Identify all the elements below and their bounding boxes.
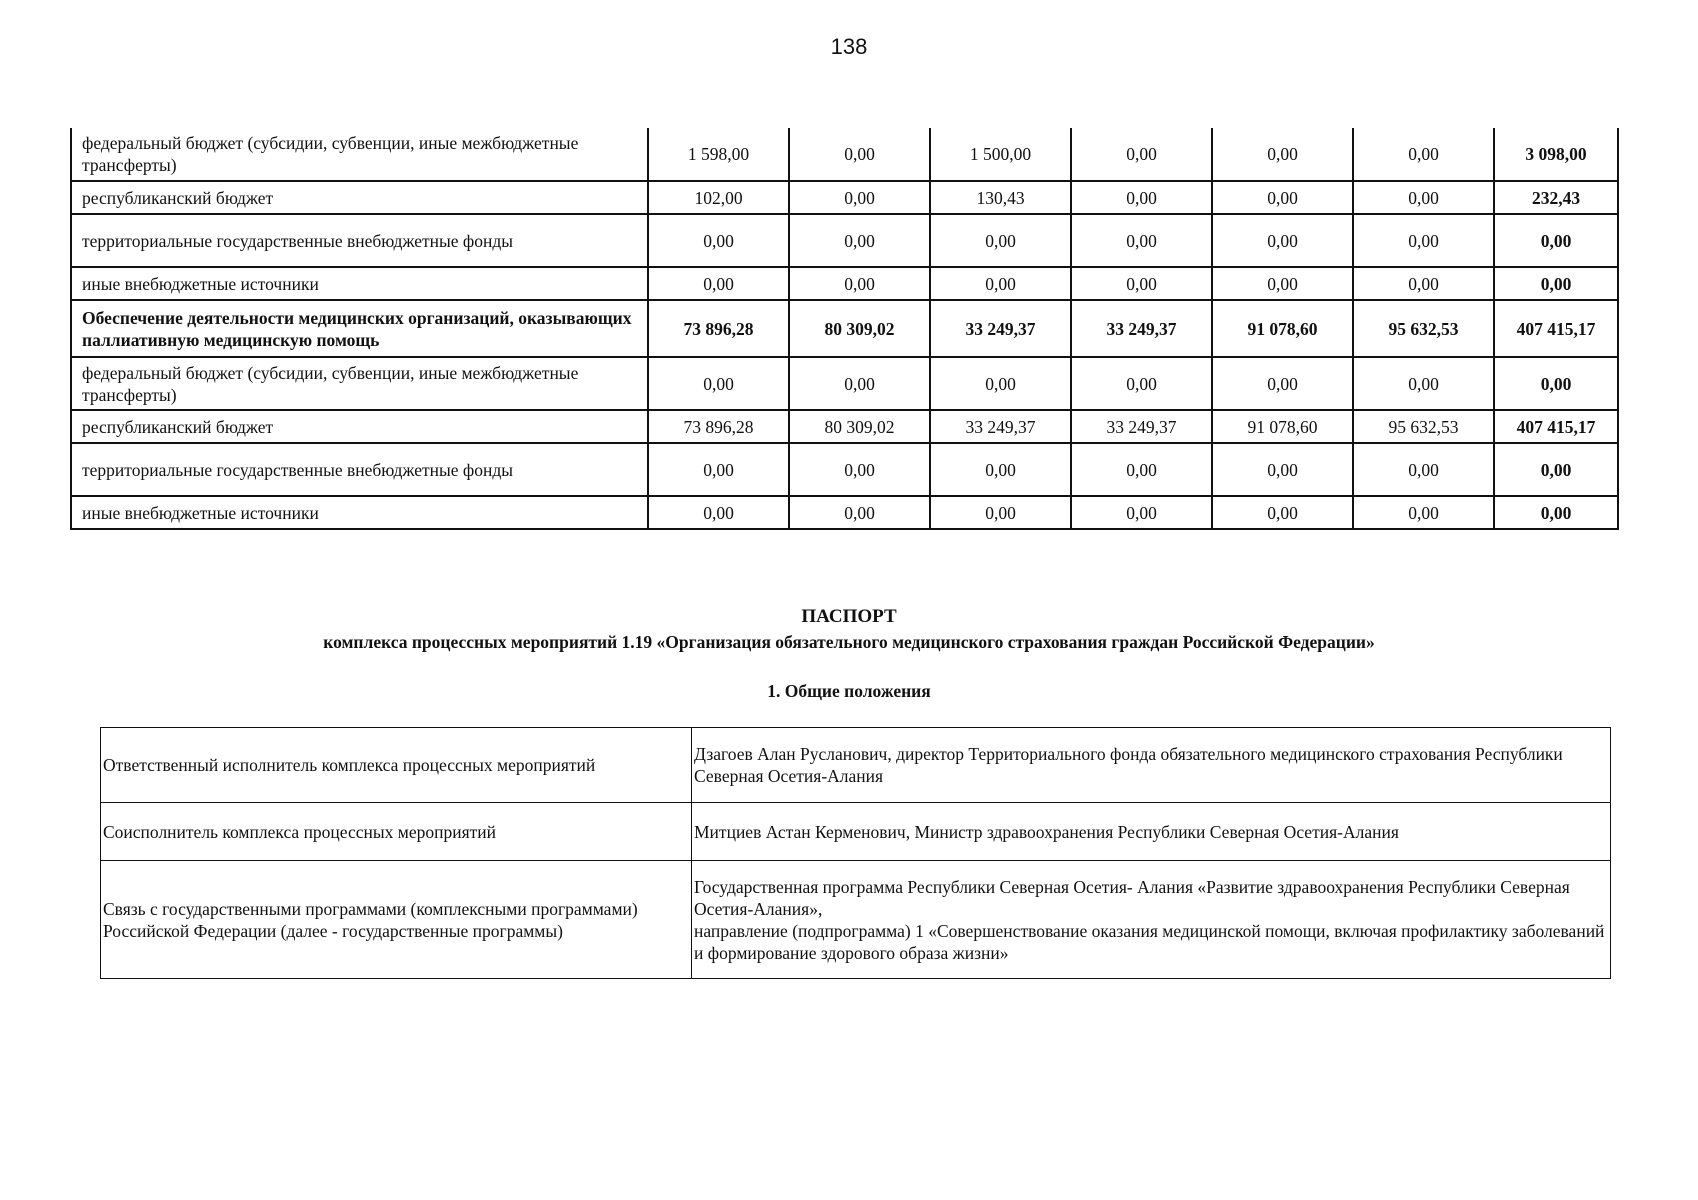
- passport-title: ПАСПОРТ: [801, 606, 897, 627]
- row-label: республиканский бюджет: [71, 410, 648, 443]
- year-value-cell: 0,00: [930, 496, 1071, 529]
- finance-row: [71, 496, 1618, 529]
- year-value-cell: 91 078,60: [1212, 410, 1353, 443]
- passport-value-line: Дзагоев Алан Русланович, директор Территориального фонда обязательного медицинского страхования Республики Северная Осетия-Алания: [694, 744, 1563, 786]
- year-value-cell: 0,00: [648, 214, 789, 267]
- year-value-cell: 0,00: [789, 496, 930, 529]
- row-label: федеральный бюджет (субсидии, субвенции, иные межбюджетные трансферты): [71, 128, 648, 181]
- year-value-cell: 0,00: [1071, 267, 1212, 300]
- passport-value: [692, 803, 1611, 861]
- year-value-cell: 0,00: [1071, 181, 1212, 214]
- year-value-cell: 0,00: [648, 357, 789, 410]
- year-value-cell: 0,00: [1353, 267, 1494, 300]
- year-value-cell: 0,00: [1071, 128, 1212, 181]
- passport-label: Связь с государственными программами (комплексными программами) Российской Федерации (далее - государственные программы): [101, 861, 692, 979]
- year-value-cell: 95 632,53: [1353, 410, 1494, 443]
- year-value-cell: 102,00: [648, 181, 789, 214]
- year-value-cell: 33 249,37: [930, 300, 1071, 357]
- year-value-cell: 0,00: [1353, 128, 1494, 181]
- year-value-cell: 0,00: [648, 496, 789, 529]
- passport-table: [100, 727, 1611, 979]
- finance-row: [71, 300, 1618, 357]
- year-value-cell: 0,00: [1212, 214, 1353, 267]
- year-value-cell: 91 078,60: [1212, 300, 1353, 357]
- year-value-cell: 0,00: [789, 214, 930, 267]
- total-cell: 0,00: [1494, 357, 1618, 410]
- year-value-cell: 95 632,53: [1353, 300, 1494, 357]
- finance-row: [71, 357, 1618, 410]
- year-value-cell: 0,00: [1353, 357, 1494, 410]
- year-value-cell: 0,00: [1071, 443, 1212, 496]
- year-value-cell: 0,00: [1071, 496, 1212, 529]
- row-label: иные внебюджетные источники: [71, 267, 648, 300]
- year-value-cell: 1 598,00: [648, 128, 789, 181]
- year-value-cell: 0,00: [930, 214, 1071, 267]
- year-value-cell: 0,00: [1353, 496, 1494, 529]
- year-value-cell: 0,00: [930, 357, 1071, 410]
- year-value-cell: 0,00: [1212, 357, 1353, 410]
- year-value-cell: 0,00: [789, 128, 930, 181]
- total-cell: 0,00: [1494, 496, 1618, 529]
- finance-row: [71, 267, 1618, 300]
- row-label: иные внебюджетные источники: [71, 496, 648, 529]
- finance-row: [71, 181, 1618, 214]
- year-value-cell: 80 309,02: [789, 300, 930, 357]
- passport-subtitle: комплекса процессных мероприятий 1.19 «Организация обязательного медицинского страхования граждан Российской Федерации»: [323, 632, 1375, 652]
- year-value-cell: 130,43: [930, 181, 1071, 214]
- year-value-cell: 0,00: [1353, 214, 1494, 267]
- finance-row: [71, 443, 1618, 496]
- page-number: 138: [830, 34, 868, 59]
- year-value-cell: 0,00: [1353, 181, 1494, 214]
- passport-value: [692, 728, 1611, 803]
- finance-row: [71, 128, 1618, 181]
- total-cell: 0,00: [1494, 443, 1618, 496]
- year-value-cell: 33 249,37: [1071, 300, 1212, 357]
- row-label: территориальные государственные внебюджетные фонды: [71, 214, 648, 267]
- year-value-cell: 0,00: [789, 443, 930, 496]
- year-value-cell: 33 249,37: [930, 410, 1071, 443]
- year-value-cell: 0,00: [1071, 214, 1212, 267]
- section-title: 1. Общие положения: [767, 681, 931, 701]
- year-value-cell: 33 249,37: [1071, 410, 1212, 443]
- total-cell: 3 098,00: [1494, 128, 1618, 181]
- year-value-cell: 0,00: [1353, 443, 1494, 496]
- passport-row: [101, 803, 1611, 861]
- year-value-cell: 1 500,00: [930, 128, 1071, 181]
- passport-row: [101, 861, 1611, 979]
- year-value-cell: 0,00: [789, 267, 930, 300]
- year-value-cell: 73 896,28: [648, 410, 789, 443]
- row-label: республиканский бюджет: [71, 181, 648, 214]
- row-label: федеральный бюджет (субсидии, субвенции, иные межбюджетные трансферты): [71, 357, 648, 410]
- total-cell: 0,00: [1494, 214, 1618, 267]
- year-value-cell: 0,00: [789, 181, 930, 214]
- finance-table-body: [71, 128, 1618, 529]
- year-value-cell: 0,00: [930, 267, 1071, 300]
- passport-label: Ответственный исполнитель комплекса процессных мероприятий: [101, 728, 692, 803]
- year-value-cell: 80 309,02: [789, 410, 930, 443]
- finance-table: [70, 128, 1619, 530]
- total-cell: 232,43: [1494, 181, 1618, 214]
- year-value-cell: 0,00: [1212, 496, 1353, 529]
- row-label: территориальные государственные внебюджетные фонды: [71, 443, 648, 496]
- year-value-cell: 0,00: [1071, 357, 1212, 410]
- finance-row: [71, 214, 1618, 267]
- passport-value: [692, 861, 1611, 979]
- passport-table-body: [101, 728, 1611, 979]
- passport-label: Соисполнитель комплекса процессных мероприятий: [101, 803, 692, 861]
- year-value-cell: 73 896,28: [648, 300, 789, 357]
- passport-row: [101, 728, 1611, 803]
- year-value-cell: 0,00: [648, 443, 789, 496]
- year-value-cell: 0,00: [1212, 443, 1353, 496]
- total-cell: 0,00: [1494, 267, 1618, 300]
- passport-value-line: направление (подпрограмма) 1 «Совершенствование оказания медицинской помощи, включая профилактику заболеваний и формирование здорового образа жизни»: [694, 920, 1605, 963]
- year-value-cell: 0,00: [789, 357, 930, 410]
- year-value-cell: 0,00: [1212, 181, 1353, 214]
- year-value-cell: 0,00: [930, 443, 1071, 496]
- year-value-cell: 0,00: [1212, 128, 1353, 181]
- row-label: Обеспечение деятельности медицинских организаций, оказывающих паллиативную медицинскую помощь: [71, 300, 648, 357]
- passport-value-line: Государственная программа Республики Северная Осетия- Алания «Развитие здравоохранения Республики Северная Осетия-Алания»,: [694, 876, 1570, 919]
- passport-value-line: Митциев Астан Керменович, Министр здравоохранения Республики Северная Осетия-Алания: [694, 821, 1399, 842]
- finance-row: [71, 410, 1618, 443]
- total-cell: 407 415,17: [1494, 300, 1618, 357]
- year-value-cell: 0,00: [1212, 267, 1353, 300]
- year-value-cell: 0,00: [648, 267, 789, 300]
- total-cell: 407 415,17: [1494, 410, 1618, 443]
